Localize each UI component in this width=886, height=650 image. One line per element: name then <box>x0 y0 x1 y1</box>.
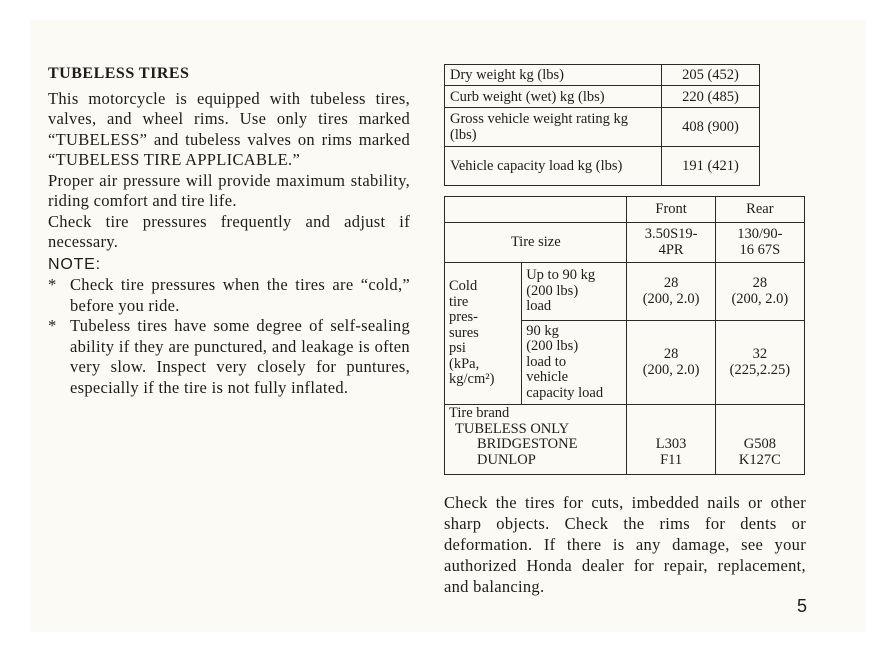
weight-value: 220 (485) <box>662 86 760 108</box>
weight-row <box>445 86 760 108</box>
tire-model: L303 <box>655 436 687 452</box>
brand-name: DUNLOP <box>477 451 536 468</box>
front-header: Front <box>627 197 715 223</box>
air-pressure-paragraph: Proper air pressure will provide maximum stability, riding comfort and tire life. <box>48 170 410 210</box>
note-bullet-text: Tubeless tires have some degree of self-sealing ability if they are punctured, and leakage is often very slow. Inspect very closely for puntures, especially if the tire is not fully inflated. <box>70 316 410 397</box>
tire-size-label: Tire size <box>445 223 627 263</box>
header-blank-cell <box>445 197 627 223</box>
page-number: 5 <box>797 596 808 616</box>
brand-name: BRIDGESTONE <box>477 436 578 452</box>
weight-value: 205 (452) <box>662 65 760 86</box>
tubeless-tires-section <box>48 64 410 398</box>
rear-pressure-value: 32 (225,2.25) <box>715 321 804 405</box>
rear-tire-model-cell <box>715 405 804 475</box>
intro-paragraph: This motorcycle is equipped with tubeless tires, valves, and wheel rims. Use only tires marked “TUBELESS” and tubeless valves on rims marked “TUBELESS TIRE APPLICABLE.” <box>48 88 410 169</box>
weight-row <box>445 108 760 147</box>
front-pressure-value: 28 (200, 2.0) <box>627 263 715 321</box>
tire-table <box>444 196 805 475</box>
weight-table <box>444 64 760 186</box>
tire-size-row <box>445 223 805 263</box>
tire-brand-cell <box>445 405 627 475</box>
note-label: NOTE: <box>48 255 101 273</box>
load-condition-label: 90 kg (200 lbs) load to vehicle capacity load <box>522 321 627 405</box>
cold-pressure-label: Cold tire pres- sures psi (kPa, kg/cm²) <box>445 263 522 405</box>
tire-model: G508 <box>743 436 776 452</box>
weight-label: Curb weight (wet) kg (lbs) <box>445 86 662 108</box>
tire-model: F11 <box>660 451 683 468</box>
section-heading: TUBELESS TIRES <box>48 65 190 82</box>
weight-label: Gross vehicle weight rating kg (lbs) <box>445 108 662 147</box>
load-condition-label: Up to 90 kg (200 lbs) load <box>522 263 627 321</box>
weight-value: 191 (421) <box>662 147 760 186</box>
pressure-row-normal-load <box>445 263 805 321</box>
note-bullet-text: Check tire pressures when the tires are “cold,” before you ride. <box>70 275 410 315</box>
front-pressure-value: 28 (200, 2.0) <box>627 321 715 405</box>
bullet-marker: * <box>48 316 57 335</box>
tire-header-row <box>445 197 805 223</box>
rear-tire-size: 130/90- 16 67S <box>715 223 804 263</box>
weight-value: 408 (900) <box>662 108 760 147</box>
bullet-marker: * <box>48 275 57 294</box>
front-tire-size: 3.50S19- 4PR <box>627 223 715 263</box>
weight-row <box>445 147 760 186</box>
front-tire-model-cell <box>627 405 715 475</box>
check-pressure-paragraph: Check tire pressures frequently and adjust if necessary. <box>48 211 410 251</box>
weight-label: Vehicle capacity load kg (lbs) <box>445 147 662 186</box>
inspection-paragraph: Check the tires for cuts, imbedded nails or other sharp objects. Check the rims for dents or deformation. If there is any damage, see your authorized Honda dealer for repair, replacement, and balancing. <box>444 493 806 596</box>
rear-header: Rear <box>715 197 804 223</box>
note-bullet <box>48 275 410 316</box>
tire-model: K127C <box>738 451 781 468</box>
weight-row <box>445 65 760 86</box>
tire-brand-label: Tire brand <box>449 405 510 421</box>
tire-brand-row <box>445 405 805 475</box>
note-bullet <box>48 316 410 398</box>
tubeless-only-label: TUBELESS ONLY <box>455 420 570 437</box>
weight-label: Dry weight kg (lbs) <box>445 65 662 86</box>
rear-pressure-value: 28 (200, 2.0) <box>715 263 804 321</box>
